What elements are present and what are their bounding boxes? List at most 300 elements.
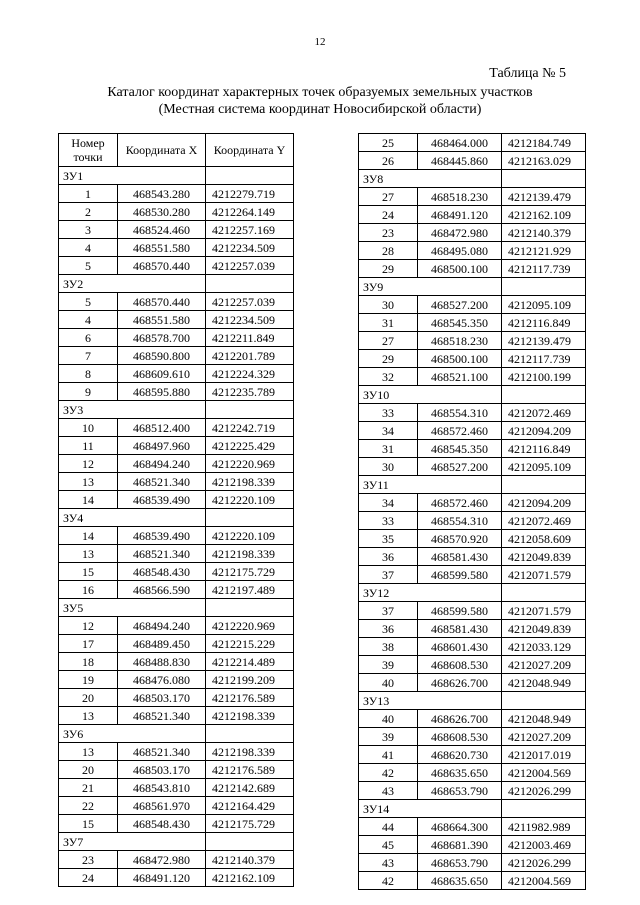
point-number-cell: 21: [59, 779, 118, 797]
table-row: [359, 872, 586, 890]
land-plot-label: ЗУ2: [59, 275, 206, 293]
table-row: [59, 383, 294, 401]
table-row: [359, 134, 586, 152]
point-number-cell: 34: [359, 422, 418, 440]
point-number-cell: 19: [59, 671, 118, 689]
header-coordinate-y: Координата Y: [206, 134, 294, 167]
table-row: [59, 653, 294, 671]
empty-cell: [206, 401, 294, 419]
point-number-cell: 9: [59, 383, 118, 401]
land-plot-label: ЗУ11: [359, 476, 502, 494]
table-row: [359, 206, 586, 224]
coordinate-y-cell: 4212094.209: [502, 422, 586, 440]
point-number-cell: 2: [59, 203, 118, 221]
coordinate-y-cell: 4212211.849: [206, 329, 294, 347]
coordinate-x-cell: 468608.530: [418, 728, 502, 746]
table-row: [359, 548, 586, 566]
coordinate-x-cell: 468494.240: [118, 455, 206, 473]
table-row: [359, 260, 586, 278]
coordinate-x-cell: 468581.430: [418, 620, 502, 638]
point-number-cell: 42: [359, 764, 418, 782]
table-row: [59, 617, 294, 635]
coordinate-y-cell: 4212199.209: [206, 671, 294, 689]
coordinate-x-cell: 468494.240: [118, 617, 206, 635]
point-number-cell: 37: [359, 602, 418, 620]
page-number: 12: [314, 36, 326, 48]
coordinate-y-cell: 4212214.489: [206, 653, 294, 671]
coordinate-y-cell: 4212017.019: [502, 746, 586, 764]
coordinate-x-cell: 468489.450: [118, 635, 206, 653]
table-row: [59, 797, 294, 815]
coordinate-y-cell: 4212094.209: [502, 494, 586, 512]
group-row: [359, 584, 586, 602]
coordinate-y-cell: 4212048.949: [502, 674, 586, 692]
point-number-cell: 18: [59, 653, 118, 671]
point-number-cell: 1: [59, 185, 118, 203]
coordinates-table-right: [358, 133, 586, 890]
coordinate-y-cell: 4212027.209: [502, 728, 586, 746]
coordinate-x-cell: 468572.460: [418, 422, 502, 440]
coordinate-x-cell: 468561.970: [118, 797, 206, 815]
table-row: [59, 311, 294, 329]
coordinate-y-cell: 4212100.199: [502, 368, 586, 386]
land-plot-label: ЗУ14: [359, 800, 502, 818]
coordinate-x-cell: 468503.170: [118, 761, 206, 779]
group-row: [59, 401, 294, 419]
table-row: [359, 764, 586, 782]
group-row: [59, 725, 294, 743]
coordinate-x-cell: 468539.490: [118, 491, 206, 509]
point-number-cell: 16: [59, 581, 118, 599]
coordinate-y-cell: 4212175.729: [206, 815, 294, 833]
coordinate-x-cell: 468543.280: [118, 185, 206, 203]
coordinate-x-cell: 468595.880: [118, 383, 206, 401]
coordinate-y-cell: 4212176.589: [206, 761, 294, 779]
point-number-cell: 14: [59, 491, 118, 509]
table-row: [59, 761, 294, 779]
coordinate-y-cell: 4212071.579: [502, 566, 586, 584]
point-number-cell: 42: [359, 872, 418, 890]
table-row: [59, 185, 294, 203]
coordinate-x-cell: 468545.350: [418, 440, 502, 458]
coordinate-y-cell: 4212049.839: [502, 548, 586, 566]
table-row: [59, 239, 294, 257]
coordinate-y-cell: 4212162.109: [206, 869, 294, 887]
coordinate-x-cell: 468572.460: [418, 494, 502, 512]
coordinate-x-cell: 468570.920: [418, 530, 502, 548]
coordinate-y-cell: 4212215.229: [206, 635, 294, 653]
table-row: [59, 491, 294, 509]
table-row: [59, 689, 294, 707]
coordinate-y-cell: 4212116.849: [502, 314, 586, 332]
table-row: [359, 836, 586, 854]
point-number-cell: 13: [59, 743, 118, 761]
point-number-cell: 43: [359, 854, 418, 872]
table-row: [359, 638, 586, 656]
point-number-cell: 29: [359, 350, 418, 368]
coordinate-y-cell: 4212004.569: [502, 872, 586, 890]
coordinate-y-cell: 4212234.509: [206, 239, 294, 257]
empty-cell: [206, 725, 294, 743]
point-number-cell: 3: [59, 221, 118, 239]
coordinate-y-cell: 4212139.479: [502, 188, 586, 206]
coordinate-x-cell: 468551.580: [118, 239, 206, 257]
table-row: [359, 710, 586, 728]
point-number-cell: 40: [359, 674, 418, 692]
point-number-cell: 30: [359, 458, 418, 476]
land-plot-label: ЗУ9: [359, 278, 502, 296]
group-row: [59, 167, 294, 185]
coordinate-x-cell: 468551.580: [118, 311, 206, 329]
group-row: [59, 509, 294, 527]
coordinate-y-cell: 4212198.339: [206, 707, 294, 725]
coordinate-x-cell: 468578.700: [118, 329, 206, 347]
caption-subtitle: (Местная система координат Новосибирской области): [158, 102, 482, 117]
coordinate-y-cell: 4212197.489: [206, 581, 294, 599]
coordinate-y-cell: 4212257.039: [206, 257, 294, 275]
table-row: [359, 314, 586, 332]
header-point-number: Номер точки: [59, 134, 118, 167]
land-plot-label: ЗУ10: [359, 386, 502, 404]
coordinate-y-cell: 4212198.339: [206, 473, 294, 491]
table-row: [359, 782, 586, 800]
coordinate-y-cell: 4212095.109: [502, 296, 586, 314]
coordinate-x-cell: 468609.610: [118, 365, 206, 383]
point-number-cell: 31: [359, 314, 418, 332]
coordinate-y-cell: 4212117.739: [502, 260, 586, 278]
point-number-cell: 25: [359, 134, 418, 152]
table-row: [59, 563, 294, 581]
empty-cell: [502, 278, 586, 296]
table-row: [59, 581, 294, 599]
coordinate-y-cell: 4212235.789: [206, 383, 294, 401]
coordinate-y-cell: 4212003.469: [502, 836, 586, 854]
coordinate-y-cell: 4212175.729: [206, 563, 294, 581]
point-number-cell: 12: [59, 455, 118, 473]
coordinate-y-cell: 4212071.579: [502, 602, 586, 620]
land-plot-label: ЗУ3: [59, 401, 206, 419]
point-number-cell: 38: [359, 638, 418, 656]
group-row: [59, 275, 294, 293]
table-row: [359, 296, 586, 314]
coordinate-x-cell: 468521.340: [118, 743, 206, 761]
point-number-cell: 24: [59, 869, 118, 887]
empty-cell: [206, 509, 294, 527]
coordinate-y-cell: 4212048.949: [502, 710, 586, 728]
coordinate-y-cell: 4212257.039: [206, 293, 294, 311]
table-row: [359, 512, 586, 530]
coordinate-x-cell: 468527.200: [418, 458, 502, 476]
point-number-cell: 13: [59, 707, 118, 725]
empty-cell: [206, 833, 294, 851]
table-row: [359, 602, 586, 620]
point-number-cell: 8: [59, 365, 118, 383]
table-header-row: [59, 134, 294, 167]
table-row: [359, 152, 586, 170]
coordinate-y-cell: 4212220.969: [206, 455, 294, 473]
point-number-cell: 6: [59, 329, 118, 347]
coordinate-x-cell: 468570.440: [118, 257, 206, 275]
coordinate-y-cell: 4212176.589: [206, 689, 294, 707]
table-row: [359, 746, 586, 764]
coordinate-x-cell: 468581.430: [418, 548, 502, 566]
coordinate-x-cell: 468608.530: [418, 656, 502, 674]
table-row: [59, 851, 294, 869]
coordinate-y-cell: 4212220.109: [206, 527, 294, 545]
table-row: [59, 473, 294, 491]
point-number-cell: 27: [359, 188, 418, 206]
land-plot-label: ЗУ1: [59, 167, 206, 185]
coordinate-x-cell: 468599.580: [418, 602, 502, 620]
empty-cell: [502, 692, 586, 710]
land-plot-label: ЗУ13: [359, 692, 502, 710]
point-number-cell: 36: [359, 548, 418, 566]
table-row: [59, 671, 294, 689]
coordinate-y-cell: 4212164.429: [206, 797, 294, 815]
coordinate-y-cell: 4212026.299: [502, 782, 586, 800]
land-plot-label: ЗУ12: [359, 584, 502, 602]
coordinate-y-cell: 4212198.339: [206, 743, 294, 761]
coordinate-x-cell: 468512.400: [118, 419, 206, 437]
point-number-cell: 11: [59, 437, 118, 455]
coordinate-x-cell: 468488.830: [118, 653, 206, 671]
point-number-cell: 31: [359, 440, 418, 458]
coordinate-x-cell: 468464.000: [418, 134, 502, 152]
table-row: [59, 293, 294, 311]
empty-cell: [502, 476, 586, 494]
point-number-cell: 5: [59, 257, 118, 275]
land-plot-label: ЗУ6: [59, 725, 206, 743]
empty-cell: [206, 275, 294, 293]
coordinate-x-cell: 468491.120: [418, 206, 502, 224]
table-row: [59, 347, 294, 365]
point-number-cell: 41: [359, 746, 418, 764]
coordinate-y-cell: 4212121.929: [502, 242, 586, 260]
group-row: [359, 386, 586, 404]
point-number-cell: 4: [59, 311, 118, 329]
coordinate-y-cell: 4212142.689: [206, 779, 294, 797]
coordinate-y-cell: 4212198.339: [206, 545, 294, 563]
coordinate-x-cell: 468545.350: [418, 314, 502, 332]
coordinate-x-cell: 468521.340: [118, 545, 206, 563]
point-number-cell: 36: [359, 620, 418, 638]
table-label: Таблица № 5: [489, 66, 566, 81]
group-row: [59, 599, 294, 617]
empty-cell: [502, 800, 586, 818]
land-plot-label: ЗУ7: [59, 833, 206, 851]
point-number-cell: 26: [359, 152, 418, 170]
table-row: [59, 203, 294, 221]
point-number-cell: 35: [359, 530, 418, 548]
coordinate-x-cell: 468500.100: [418, 260, 502, 278]
coordinate-x-cell: 468445.860: [418, 152, 502, 170]
table-row: [359, 566, 586, 584]
point-number-cell: 14: [59, 527, 118, 545]
coordinate-y-cell: 4212049.839: [502, 620, 586, 638]
group-row: [359, 692, 586, 710]
coordinate-x-cell: 468472.980: [118, 851, 206, 869]
point-number-cell: 30: [359, 296, 418, 314]
table-row: [359, 458, 586, 476]
coordinate-x-cell: 468491.120: [118, 869, 206, 887]
table-row: [59, 743, 294, 761]
coordinate-x-cell: 468566.590: [118, 581, 206, 599]
table-row: [59, 869, 294, 887]
point-number-cell: 22: [59, 797, 118, 815]
coordinate-x-cell: 468620.730: [418, 746, 502, 764]
table-row: [359, 674, 586, 692]
empty-cell: [206, 599, 294, 617]
coordinate-y-cell: 4212004.569: [502, 764, 586, 782]
table-row: [59, 455, 294, 473]
coordinate-y-cell: 4212234.509: [206, 311, 294, 329]
coordinate-x-cell: 468521.100: [418, 368, 502, 386]
coordinate-x-cell: 468548.430: [118, 563, 206, 581]
table-row: [59, 329, 294, 347]
empty-cell: [502, 584, 586, 602]
point-number-cell: 37: [359, 566, 418, 584]
table-row: [59, 419, 294, 437]
table-row: [359, 818, 586, 836]
group-row: [359, 170, 586, 188]
coordinate-x-cell: 468521.340: [118, 707, 206, 725]
coordinate-y-cell: 4212072.469: [502, 512, 586, 530]
coordinate-x-cell: 468681.390: [418, 836, 502, 854]
coordinate-y-cell: 4212201.789: [206, 347, 294, 365]
point-number-cell: 40: [359, 710, 418, 728]
point-number-cell: 39: [359, 728, 418, 746]
table-body-left: [59, 167, 294, 887]
table-row: [59, 365, 294, 383]
coordinate-y-cell: 4212058.609: [502, 530, 586, 548]
coordinate-y-cell: 4212242.719: [206, 419, 294, 437]
coordinate-x-cell: 468521.340: [118, 473, 206, 491]
coordinate-x-cell: 468530.280: [118, 203, 206, 221]
table-row: [59, 437, 294, 455]
empty-cell: [502, 170, 586, 188]
coordinate-y-cell: 4212116.849: [502, 440, 586, 458]
coordinate-x-cell: 468518.230: [418, 188, 502, 206]
point-number-cell: 45: [359, 836, 418, 854]
coordinate-y-cell: 4212117.739: [502, 350, 586, 368]
coordinate-x-cell: 468543.810: [118, 779, 206, 797]
table-row: [359, 854, 586, 872]
coordinate-y-cell: 4212027.209: [502, 656, 586, 674]
point-number-cell: 12: [59, 617, 118, 635]
point-number-cell: 39: [359, 656, 418, 674]
table-row: [359, 242, 586, 260]
point-number-cell: 10: [59, 419, 118, 437]
point-number-cell: 23: [59, 851, 118, 869]
coordinate-y-cell: 4212220.109: [206, 491, 294, 509]
coordinate-x-cell: 468500.100: [418, 350, 502, 368]
point-number-cell: 28: [359, 242, 418, 260]
coordinate-y-cell: 4212033.129: [502, 638, 586, 656]
group-row: [359, 278, 586, 296]
group-row: [59, 833, 294, 851]
coordinate-y-cell: 4211982.989: [502, 818, 586, 836]
point-number-cell: 23: [359, 224, 418, 242]
coordinates-table-left: [58, 133, 294, 887]
point-number-cell: 13: [59, 545, 118, 563]
point-number-cell: 32: [359, 368, 418, 386]
coordinate-x-cell: 468527.200: [418, 296, 502, 314]
point-number-cell: 33: [359, 404, 418, 422]
point-number-cell: 4: [59, 239, 118, 257]
table-row: [359, 440, 586, 458]
land-plot-label: ЗУ8: [359, 170, 502, 188]
land-plot-label: ЗУ5: [59, 599, 206, 617]
point-number-cell: 13: [59, 473, 118, 491]
point-number-cell: 7: [59, 347, 118, 365]
coordinate-x-cell: 468503.170: [118, 689, 206, 707]
coordinate-x-cell: 468635.650: [418, 764, 502, 782]
empty-cell: [206, 167, 294, 185]
table-row: [359, 368, 586, 386]
coordinate-y-cell: 4212162.109: [502, 206, 586, 224]
point-number-cell: 24: [359, 206, 418, 224]
group-row: [359, 476, 586, 494]
coordinate-x-cell: 468664.300: [418, 818, 502, 836]
coordinate-x-cell: 468472.980: [418, 224, 502, 242]
coordinate-y-cell: 4212139.479: [502, 332, 586, 350]
table-row: [359, 404, 586, 422]
empty-cell: [502, 386, 586, 404]
caption-title: Каталог координат характерных точек образуемых земельных участков: [107, 85, 533, 100]
coordinate-y-cell: 4212220.969: [206, 617, 294, 635]
coordinate-y-cell: 4212095.109: [502, 458, 586, 476]
table-row: [359, 224, 586, 242]
coordinate-x-cell: 468653.790: [418, 782, 502, 800]
table-row: [59, 545, 294, 563]
coordinate-x-cell: 468497.960: [118, 437, 206, 455]
coordinate-x-cell: 468599.580: [418, 566, 502, 584]
coordinate-x-cell: 468554.310: [418, 404, 502, 422]
coordinate-x-cell: 468524.460: [118, 221, 206, 239]
table-row: [359, 728, 586, 746]
table-row: [59, 257, 294, 275]
table-row: [59, 707, 294, 725]
coordinate-x-cell: 468539.490: [118, 527, 206, 545]
group-row: [359, 800, 586, 818]
table-row: [59, 221, 294, 239]
table-caption: [0, 84, 640, 118]
coordinate-y-cell: 4212140.379: [206, 851, 294, 869]
table-row: [359, 620, 586, 638]
coordinate-x-cell: 468518.230: [418, 332, 502, 350]
point-number-cell: 20: [59, 761, 118, 779]
coordinate-x-cell: 468626.700: [418, 710, 502, 728]
coordinate-x-cell: 468601.430: [418, 638, 502, 656]
table-row: [59, 815, 294, 833]
table-row: [59, 635, 294, 653]
coordinate-x-cell: 468548.430: [118, 815, 206, 833]
coordinate-x-cell: 468626.700: [418, 674, 502, 692]
coordinate-x-cell: 468590.800: [118, 347, 206, 365]
coordinate-y-cell: 4212026.299: [502, 854, 586, 872]
point-number-cell: 15: [59, 563, 118, 581]
coordinate-y-cell: 4212264.149: [206, 203, 294, 221]
land-plot-label: ЗУ4: [59, 509, 206, 527]
point-number-cell: 27: [359, 332, 418, 350]
table-row: [359, 530, 586, 548]
table-row: [59, 527, 294, 545]
table-row: [359, 350, 586, 368]
coordinate-x-cell: 468570.440: [118, 293, 206, 311]
coordinate-y-cell: 4212224.329: [206, 365, 294, 383]
point-number-cell: 34: [359, 494, 418, 512]
coordinate-y-cell: 4212225.429: [206, 437, 294, 455]
